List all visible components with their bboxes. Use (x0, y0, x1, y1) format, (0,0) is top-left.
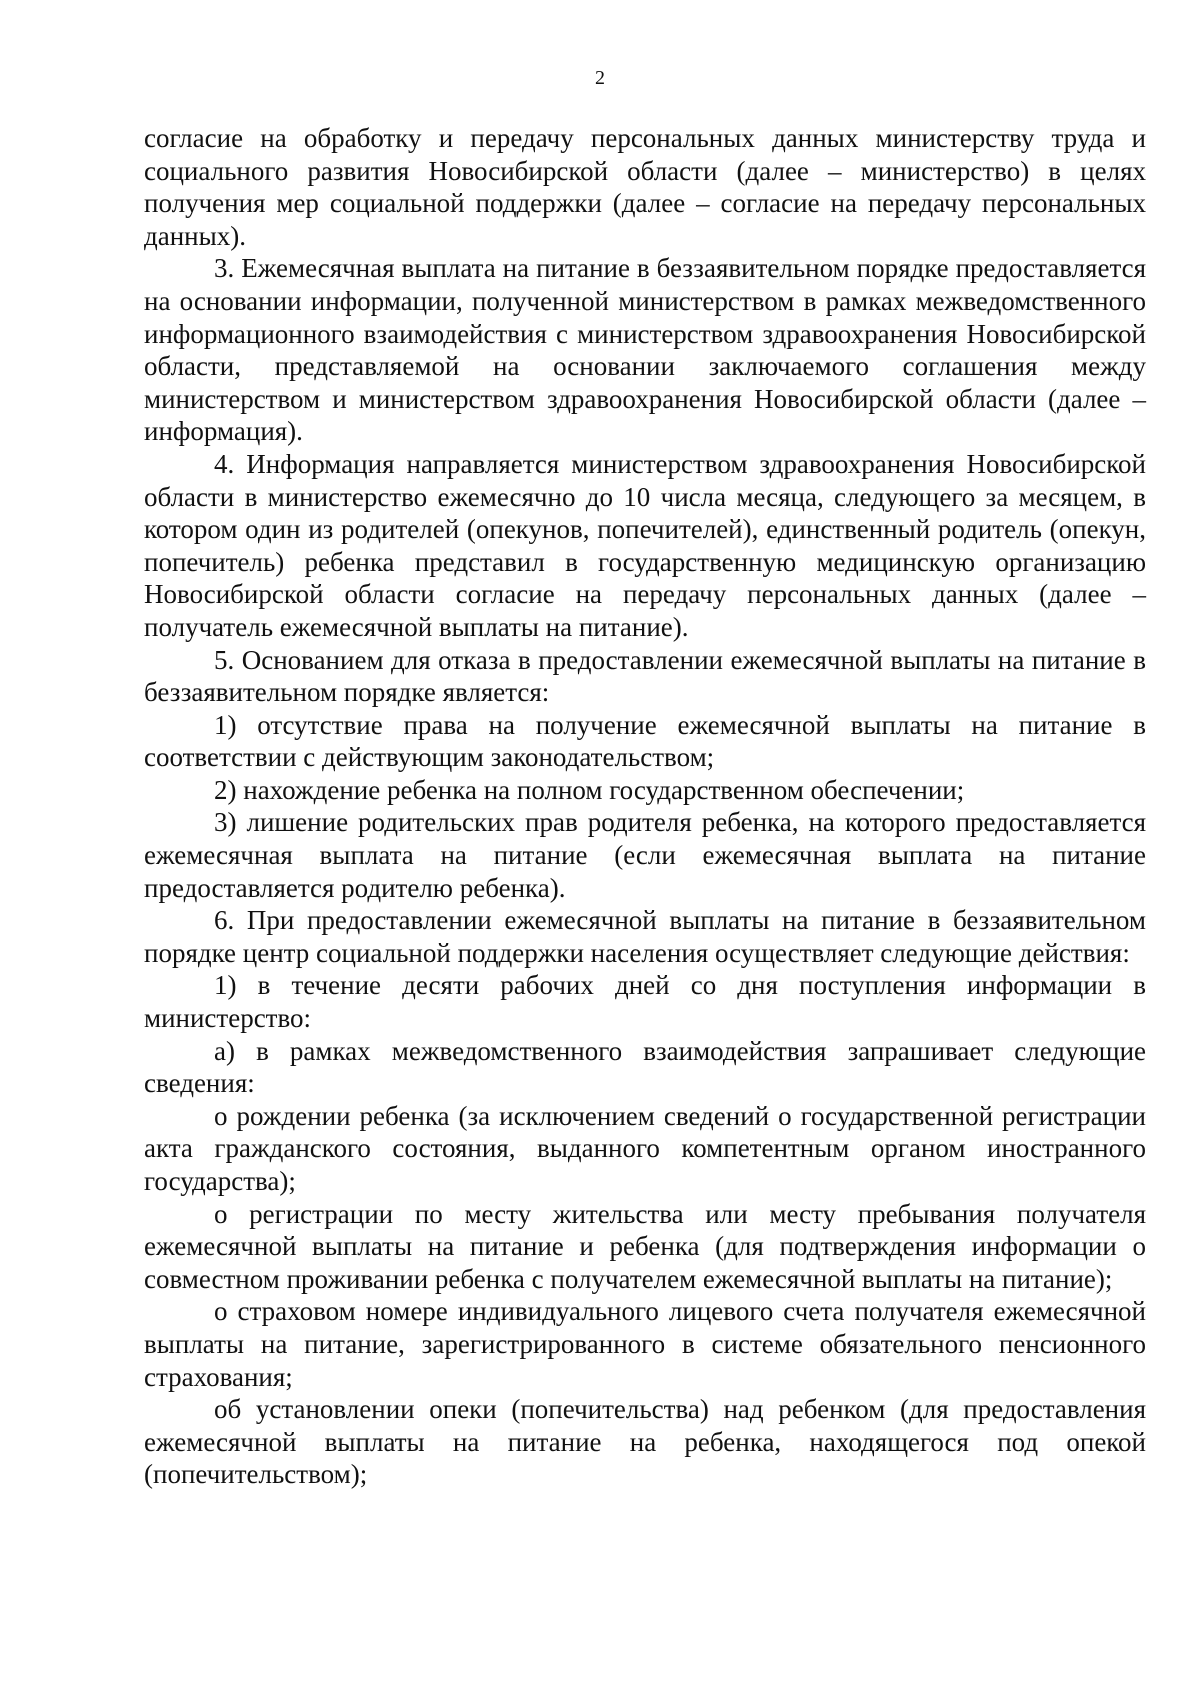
paragraph: согласие на обработку и передачу персональных данных министерству труда и социального развития Новосибирской области (далее – министерство) в целях получения мер социальной поддержки (далее – согласие на передачу персональных данных). (144, 123, 1146, 251)
paragraph: о рождении ребенка (за исключением сведений о государственной регистрации акта гражданского состояния, выданного компетентным органом иностранного государства); (144, 1100, 1146, 1196)
paragraph: а) в рамках межведомственного взаимодействия запрашивает следующие сведения: (144, 1035, 1146, 1099)
document-body (144, 122, 1146, 1491)
paragraph: о страховом номере индивидуального лицевого счета получателя ежемесячной выплаты на питание, зарегистрированного в системе обязательного пенсионного страхования; (144, 1296, 1146, 1392)
paragraph: 1) в течение десяти рабочих дней со дня поступления информации в министерство: (144, 970, 1146, 1034)
paragraph: 6. При предоставлении ежемесячной выплаты на питание в беззаявительном порядке центр социальной поддержки населения осуществляет следующие действия: (144, 905, 1146, 968)
paragraph: 3. Ежемесячная выплата на питание в беззаявительном порядке предоставляется на основании информации, полученной министерством в рамках межведомственного информационного взаимодействия с министерством здравоохранения Новосибирской области, представляемой на основании заключаемого соглашения между министерством и министерством здравоохранения Новосибирской области (далее – информация). (144, 253, 1146, 447)
paragraph: 5. Основанием для отказа в предоставлении ежемесячной выплаты на питание в беззаявительном порядке является: (144, 644, 1146, 708)
paragraph: 1) отсутствие права на получение ежемесячной выплаты на питание в соответствии с действующим законодательством; (144, 709, 1146, 773)
paragraph: 4. Информация направляется министерством здравоохранения Новосибирской области в министерство ежемесячно до 10 числа месяца, следующего за месяцем, в котором один из родителей (опекунов, попечителей), единственный родитель (опекун, попечитель) ребенка представил в государственную медицинскую организацию Новосибирской области согласие на передачу персональных данных (далее – получатель ежемесячной выплаты на питание). (144, 448, 1146, 642)
page-number: 2 (595, 67, 605, 89)
paragraph: об установлении опеки (попечительства) над ребенком (для предоставления ежемесячной выплаты на питание на ребенка, находящегося под опекой (попечительством); (144, 1394, 1146, 1490)
paragraph: 3) лишение родительских прав родителя ребенка, на которого предоставляется ежемесячная выплата на питание (если ежемесячная выплата на питание предоставляется родителю ребенка). (144, 807, 1146, 903)
paragraph: 2) нахождение ребенка на полном государственном обеспечении; (214, 774, 965, 805)
paragraph: о регистрации по месту жительства или месту пребывания получателя ежемесячной выплаты на питание и ребенка (для подтверждения информации о совместном проживании ребенка с получателем ежемесячной выплаты на питание); (144, 1198, 1146, 1294)
